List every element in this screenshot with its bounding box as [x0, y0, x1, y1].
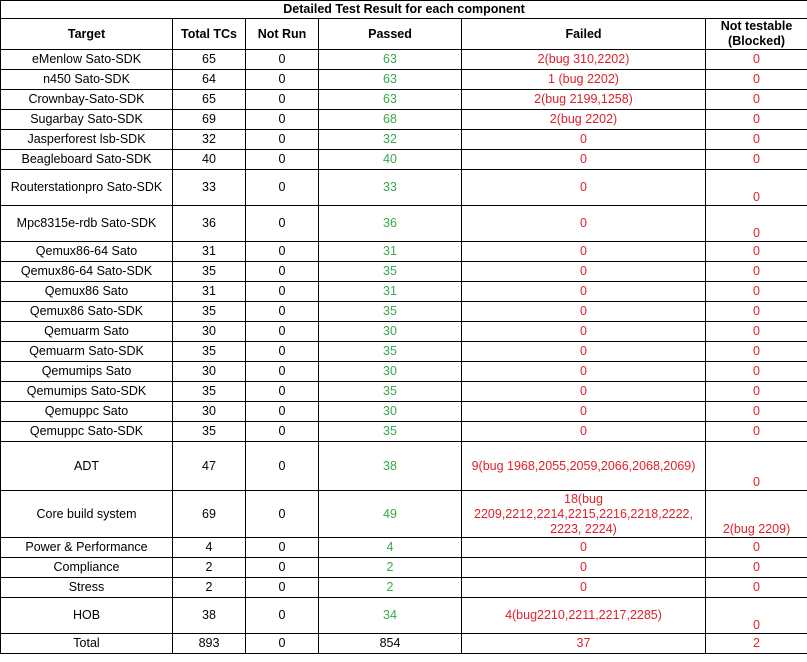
cell-total-tcs: 30	[173, 362, 246, 382]
cell-passed: 30	[319, 322, 462, 342]
cell-not-run: 0	[246, 558, 319, 578]
cell-passed: 2	[319, 578, 462, 598]
cell-not-testable: 2	[706, 634, 807, 654]
cell-failed: 0	[462, 362, 706, 382]
cell-total-tcs: 35	[173, 422, 246, 442]
cell-total-tcs: 4	[173, 538, 246, 558]
cell-target: Sugarbay Sato-SDK	[1, 110, 173, 130]
cell-target: ADT	[1, 442, 173, 491]
cell-not-testable: 0	[706, 110, 807, 130]
table-row	[1, 110, 807, 130]
cell-not-run: 0	[246, 538, 319, 558]
cell-failed: 0	[462, 302, 706, 322]
cell-failed: 0	[462, 382, 706, 402]
cell-passed: 30	[319, 362, 462, 382]
cell-not-testable: 0	[706, 538, 807, 558]
table-row	[1, 90, 807, 110]
cell-not-run: 0	[246, 242, 319, 262]
cell-not-testable: 0	[706, 598, 807, 634]
cell-passed: 35	[319, 342, 462, 362]
cell-total-tcs: 35	[173, 302, 246, 322]
cell-failed: 1 (bug 2202)	[462, 70, 706, 90]
cell-failed: 2(bug 2199,1258)	[462, 90, 706, 110]
cell-target: Qemux86-64 Sato	[1, 242, 173, 262]
cell-total-tcs: 33	[173, 170, 246, 206]
cell-passed: 36	[319, 206, 462, 242]
cell-total-tcs: 64	[173, 70, 246, 90]
header-row	[1, 19, 807, 50]
header-failed: Failed	[462, 19, 706, 50]
table-row	[1, 302, 807, 322]
cell-target: Qemumips Sato	[1, 362, 173, 382]
cell-not-run: 0	[246, 322, 319, 342]
cell-target: Routerstationpro Sato-SDK	[1, 170, 173, 206]
cell-passed: 31	[319, 242, 462, 262]
table-row	[1, 282, 807, 302]
cell-passed: 33	[319, 170, 462, 206]
cell-total-tcs: 35	[173, 382, 246, 402]
cell-not-testable: 0	[706, 130, 807, 150]
table-row	[1, 634, 807, 654]
cell-target: Qemuarm Sato	[1, 322, 173, 342]
cell-passed: 35	[319, 262, 462, 282]
table-row	[1, 70, 807, 90]
table-row	[1, 50, 807, 70]
cell-total-tcs: 31	[173, 282, 246, 302]
cell-target: Qemumips Sato-SDK	[1, 382, 173, 402]
cell-total-tcs: 2	[173, 578, 246, 598]
cell-passed: 63	[319, 50, 462, 70]
cell-target: Jasperforest lsb-SDK	[1, 130, 173, 150]
cell-total-tcs: 32	[173, 130, 246, 150]
cell-target: Power & Performance	[1, 538, 173, 558]
cell-passed: 32	[319, 130, 462, 150]
cell-not-testable: 0	[706, 362, 807, 382]
cell-not-run: 0	[246, 70, 319, 90]
header-target: Target	[1, 19, 173, 50]
cell-passed: 35	[319, 382, 462, 402]
cell-passed: 35	[319, 302, 462, 322]
cell-target: Qemux86-64 Sato-SDK	[1, 262, 173, 282]
cell-not-run: 0	[246, 491, 319, 538]
cell-total-tcs: 36	[173, 206, 246, 242]
table-row	[1, 342, 807, 362]
cell-not-testable: 0	[706, 442, 807, 491]
cell-not-run: 0	[246, 302, 319, 322]
cell-not-testable: 0	[706, 242, 807, 262]
cell-target: Core build system	[1, 491, 173, 538]
cell-total-tcs: 47	[173, 442, 246, 491]
cell-not-testable: 0	[706, 50, 807, 70]
cell-total-tcs: 38	[173, 598, 246, 634]
cell-not-run: 0	[246, 342, 319, 362]
cell-failed: 18(bug 2209,2212,2214,2215,2216,2218,2222, 2223, 2224)	[462, 491, 706, 538]
cell-failed: 0	[462, 206, 706, 242]
cell-not-run: 0	[246, 402, 319, 422]
cell-not-run: 0	[246, 206, 319, 242]
cell-failed: 0	[462, 538, 706, 558]
cell-target: Stress	[1, 578, 173, 598]
table-row	[1, 538, 807, 558]
cell-target: Total	[1, 634, 173, 654]
cell-not-testable: 0	[706, 578, 807, 598]
cell-total-tcs: 30	[173, 322, 246, 342]
cell-not-run: 0	[246, 170, 319, 206]
table-row	[1, 402, 807, 422]
cell-passed: 31	[319, 282, 462, 302]
cell-target: Qemuarm Sato-SDK	[1, 342, 173, 362]
table-title: Detailed Test Result for each component	[1, 1, 807, 19]
table-row	[1, 491, 807, 538]
cell-failed: 0	[462, 282, 706, 302]
table-row	[1, 242, 807, 262]
cell-failed: 37	[462, 634, 706, 654]
cell-target: Mpc8315e-rdb Sato-SDK	[1, 206, 173, 242]
cell-failed: 0	[462, 130, 706, 150]
cell-failed: 4(bug2210,2211,2217,2285)	[462, 598, 706, 634]
table-row	[1, 578, 807, 598]
cell-failed: 0	[462, 170, 706, 206]
cell-target: Compliance	[1, 558, 173, 578]
cell-passed: 34	[319, 598, 462, 634]
cell-target: eMenlow Sato-SDK	[1, 50, 173, 70]
cell-target: Qemux86 Sato	[1, 282, 173, 302]
cell-passed: 30	[319, 402, 462, 422]
cell-failed: 0	[462, 558, 706, 578]
cell-not-run: 0	[246, 442, 319, 491]
cell-not-run: 0	[246, 282, 319, 302]
cell-total-tcs: 40	[173, 150, 246, 170]
cell-failed: 0	[462, 242, 706, 262]
cell-not-run: 0	[246, 578, 319, 598]
cell-total-tcs: 35	[173, 342, 246, 362]
cell-failed: 2(bug 2202)	[462, 110, 706, 130]
cell-not-run: 0	[246, 634, 319, 654]
cell-target: Crownbay-Sato-SDK	[1, 90, 173, 110]
cell-target: Beagleboard Sato-SDK	[1, 150, 173, 170]
cell-not-testable: 0	[706, 402, 807, 422]
header-total-tcs: Total TCs	[173, 19, 246, 50]
cell-total-tcs: 65	[173, 50, 246, 70]
cell-not-run: 0	[246, 598, 319, 634]
cell-not-testable: 0	[706, 282, 807, 302]
cell-not-testable: 2(bug 2209)	[706, 491, 807, 538]
table-row	[1, 442, 807, 491]
header-passed: Passed	[319, 19, 462, 50]
cell-target: Qemux86 Sato-SDK	[1, 302, 173, 322]
cell-not-testable: 0	[706, 322, 807, 342]
cell-not-run: 0	[246, 50, 319, 70]
table-row	[1, 422, 807, 442]
cell-total-tcs: 30	[173, 402, 246, 422]
cell-not-run: 0	[246, 90, 319, 110]
cell-passed: 35	[319, 422, 462, 442]
cell-passed: 854	[319, 634, 462, 654]
table-row	[1, 362, 807, 382]
cell-total-tcs: 69	[173, 110, 246, 130]
cell-total-tcs: 2	[173, 558, 246, 578]
cell-passed: 63	[319, 90, 462, 110]
cell-not-run: 0	[246, 362, 319, 382]
cell-failed: 9(bug 1968,2055,2059,2066,2068,2069)	[462, 442, 706, 491]
cell-target: HOB	[1, 598, 173, 634]
table-row	[1, 170, 807, 206]
table-row	[1, 598, 807, 634]
cell-target: Qemuppc Sato	[1, 402, 173, 422]
cell-failed: 0	[462, 402, 706, 422]
cell-not-run: 0	[246, 422, 319, 442]
cell-not-testable: 0	[706, 170, 807, 206]
cell-passed: 63	[319, 70, 462, 90]
cell-not-testable: 0	[706, 382, 807, 402]
table-row	[1, 150, 807, 170]
header-not-testable: Not testable (Blocked)	[706, 19, 807, 50]
cell-passed: 38	[319, 442, 462, 491]
cell-total-tcs: 893	[173, 634, 246, 654]
cell-not-testable: 0	[706, 150, 807, 170]
cell-target: Qemuppc Sato-SDK	[1, 422, 173, 442]
cell-total-tcs: 31	[173, 242, 246, 262]
table-row	[1, 382, 807, 402]
cell-failed: 0	[462, 342, 706, 362]
cell-not-run: 0	[246, 262, 319, 282]
cell-not-testable: 0	[706, 422, 807, 442]
header-not-run: Not Run	[246, 19, 319, 50]
cell-failed: 0	[462, 578, 706, 598]
cell-not-run: 0	[246, 150, 319, 170]
cell-not-testable: 0	[706, 302, 807, 322]
cell-not-testable: 0	[706, 558, 807, 578]
cell-failed: 0	[462, 422, 706, 442]
cell-not-run: 0	[246, 110, 319, 130]
cell-not-testable: 0	[706, 206, 807, 242]
cell-not-testable: 0	[706, 70, 807, 90]
cell-passed: 40	[319, 150, 462, 170]
cell-failed: 0	[462, 150, 706, 170]
table-row	[1, 130, 807, 150]
cell-not-testable: 0	[706, 90, 807, 110]
cell-passed: 49	[319, 491, 462, 538]
cell-not-run: 0	[246, 130, 319, 150]
cell-passed: 4	[319, 538, 462, 558]
table-row	[1, 558, 807, 578]
cell-passed: 68	[319, 110, 462, 130]
cell-total-tcs: 35	[173, 262, 246, 282]
table-row	[1, 322, 807, 342]
cell-total-tcs: 65	[173, 90, 246, 110]
table-row	[1, 262, 807, 282]
cell-failed: 0	[462, 322, 706, 342]
cell-not-testable: 0	[706, 262, 807, 282]
table-row	[1, 206, 807, 242]
cell-target: n450 Sato-SDK	[1, 70, 173, 90]
cell-failed: 0	[462, 262, 706, 282]
cell-passed: 2	[319, 558, 462, 578]
cell-failed: 2(bug 310,2202)	[462, 50, 706, 70]
cell-not-testable: 0	[706, 342, 807, 362]
cell-not-run: 0	[246, 382, 319, 402]
cell-total-tcs: 69	[173, 491, 246, 538]
